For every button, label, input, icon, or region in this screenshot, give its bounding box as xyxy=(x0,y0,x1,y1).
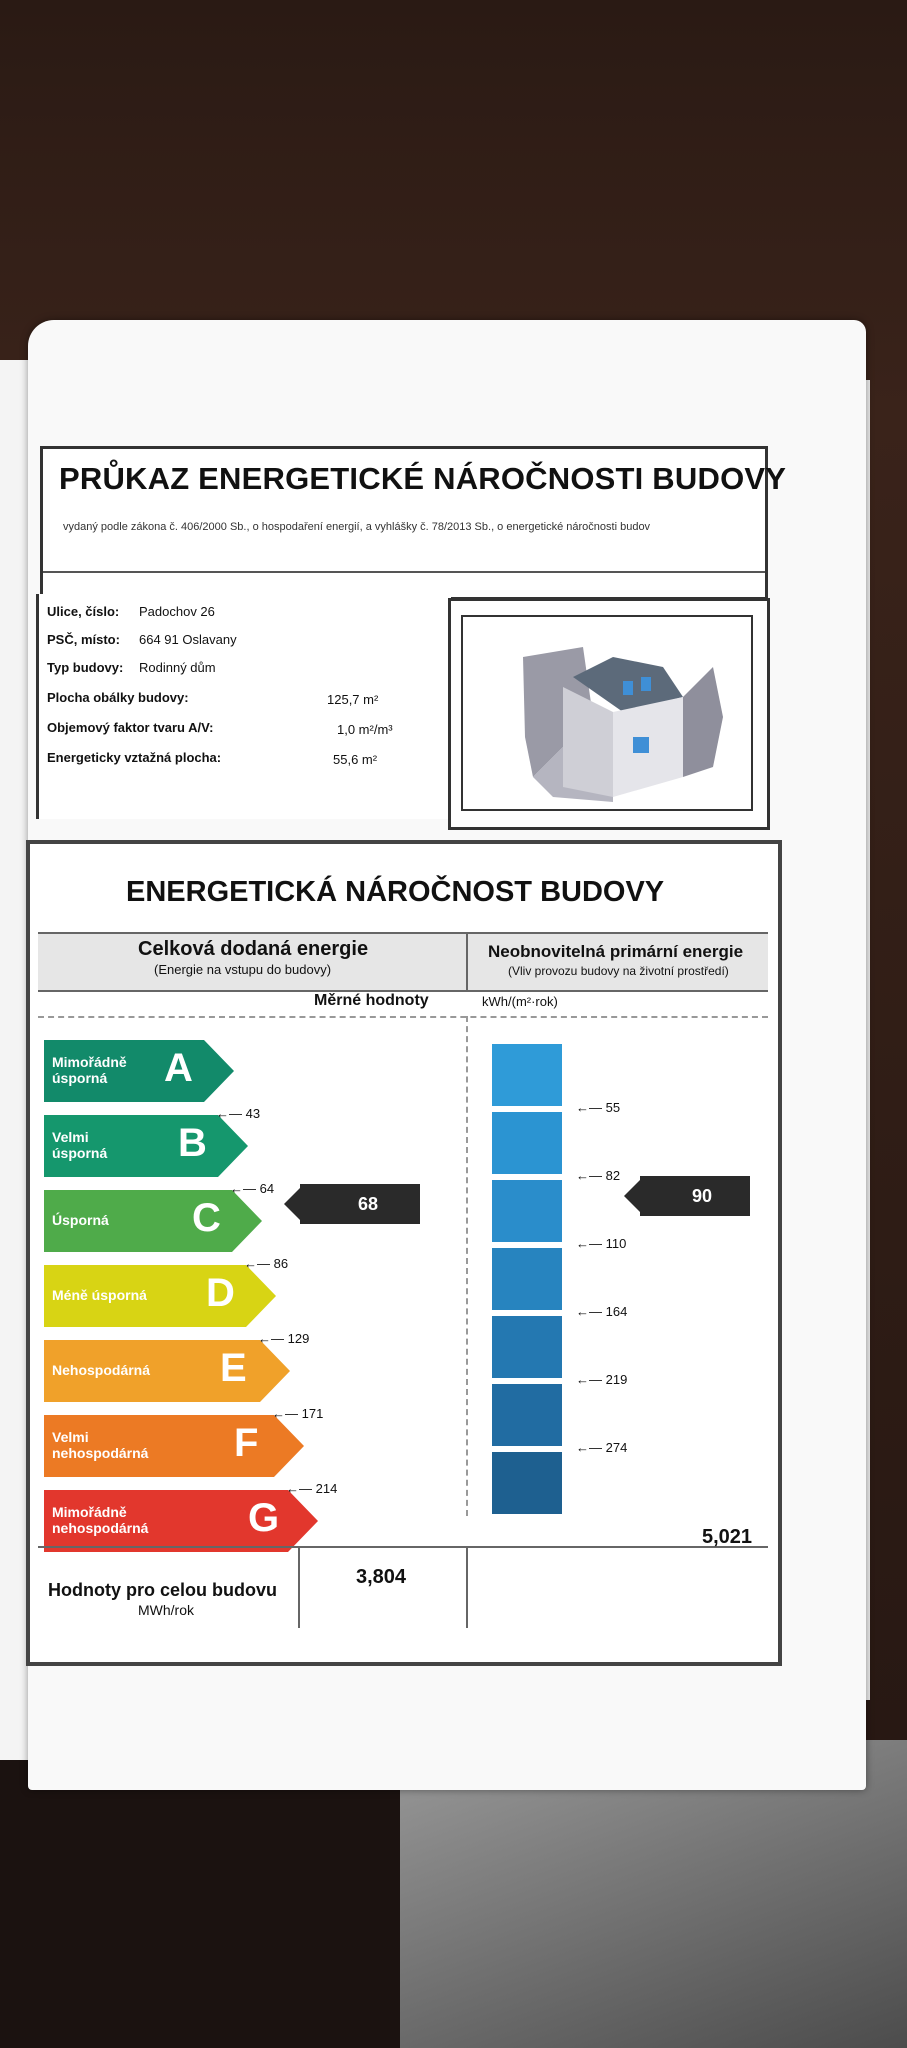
band-label: Mimořádně nehospodárná xyxy=(52,1504,149,1536)
divider xyxy=(466,934,468,990)
primary-energy-subtitle: (Vliv provozu budovy na životní prostředí) xyxy=(508,964,729,978)
primary-value: 90 xyxy=(692,1186,713,1206)
info-row-type xyxy=(47,660,216,675)
house-icon xyxy=(463,617,751,809)
band-letter: A xyxy=(164,1046,193,1090)
total-primary-energy: 5,021 xyxy=(702,1526,753,1548)
certificate-title: PRŮKAZ ENERGETICKÉ NÁROČNOSTI BUDOVY xyxy=(59,461,787,496)
primary-scale-bar xyxy=(492,1112,562,1174)
delivered-threshold: ←— 129 xyxy=(258,1331,310,1346)
primary-threshold: ←— 55 xyxy=(576,1100,621,1115)
certificate-header xyxy=(40,446,787,600)
total-delivered-energy: 3,804 xyxy=(356,1566,407,1588)
street-value: Padochov 26 xyxy=(139,604,215,619)
delivered-value-indicator xyxy=(300,1184,420,1224)
primary-threshold: ←— 219 xyxy=(576,1372,628,1387)
building-info xyxy=(36,594,451,819)
delivered-threshold: ←— 214 xyxy=(286,1481,338,1496)
delivered-threshold: ←— 171 xyxy=(272,1406,324,1421)
table-surface xyxy=(0,1760,420,2048)
primary-threshold: ←— 274 xyxy=(576,1440,628,1455)
info-row-street xyxy=(47,604,215,619)
energy-class-band-g xyxy=(44,1490,318,1552)
type-value: Rodinný dům xyxy=(139,660,216,675)
primary-threshold: ←— 164 xyxy=(576,1304,628,1319)
arrow-icon xyxy=(284,1184,414,1224)
primary-scale-bar xyxy=(492,1180,562,1242)
energy-class-band-e xyxy=(44,1340,290,1402)
divider xyxy=(298,1548,300,1628)
delivered-threshold: ←— 86 xyxy=(244,1256,289,1271)
totals-unit: MWh/rok xyxy=(138,1602,194,1618)
delivered-value: 68 xyxy=(358,1194,379,1214)
primary-threshold: ←— 82 xyxy=(576,1168,621,1183)
area-label: Energeticky vztažná plocha: xyxy=(47,750,222,765)
primary-scale-bar xyxy=(492,1384,562,1446)
arrow-icon xyxy=(624,1176,750,1216)
primary-scale-bar xyxy=(492,1044,562,1106)
delivered-energy-title: Celková dodaná energie xyxy=(138,938,369,960)
band-letter: B xyxy=(178,1121,207,1165)
building-image-frame xyxy=(448,598,770,830)
column-headers xyxy=(38,932,768,992)
band-label: Úsporná xyxy=(52,1212,109,1228)
envelope-value: 125,7 m² xyxy=(327,692,379,707)
band-letter: E xyxy=(220,1346,247,1390)
psc-value: 664 91 Oslavany xyxy=(139,632,237,647)
primary-scale-bar xyxy=(492,1316,562,1378)
area-value: 55,6 m² xyxy=(333,752,378,767)
energy-class-band-c xyxy=(44,1190,262,1252)
band-label: Mimořádně úsporná xyxy=(52,1054,127,1086)
section-title: ENERGETICKÁ NÁROČNOST BUDOVY xyxy=(126,876,665,908)
energy-class-band-b xyxy=(44,1115,248,1177)
envelope-label: Plocha obálky budovy: xyxy=(47,690,189,705)
primary-value-indicator xyxy=(640,1176,750,1216)
info-row-psc xyxy=(47,632,237,647)
primary-scale-bar xyxy=(492,1452,562,1514)
specific-values-label: Měrné hodnoty xyxy=(314,992,429,1009)
band-label: Nehospodárná xyxy=(52,1362,151,1378)
band-label: Méně úsporná xyxy=(52,1287,147,1303)
delivered-threshold: ←— 43 xyxy=(216,1106,261,1121)
info-row-area xyxy=(47,750,378,767)
primary-threshold: ←— 110 xyxy=(576,1236,627,1251)
primary-energy-title: Neobnovitelná primární energie xyxy=(488,942,744,961)
energy-class-band-f xyxy=(44,1415,304,1477)
shape-value: 1,0 m²/m³ xyxy=(337,722,393,737)
info-row-shape xyxy=(47,720,393,737)
info-row-envelope xyxy=(47,690,379,707)
totals-row xyxy=(38,1526,768,1628)
band-label: Velmi úsporná xyxy=(52,1129,108,1161)
divider xyxy=(466,1016,468,1516)
totals-label: Hodnoty pro celou budovu xyxy=(48,1580,277,1600)
energy-class-band-d xyxy=(44,1265,276,1327)
psc-label: PSČ, místo: xyxy=(47,632,120,647)
shape-label: Objemový faktor tvaru A/V: xyxy=(47,720,214,735)
divider xyxy=(466,1548,468,1628)
band-letter: G xyxy=(248,1496,280,1540)
primary-scale-bar xyxy=(492,1248,562,1310)
delivered-threshold: ←— 64 xyxy=(230,1181,275,1196)
divider xyxy=(38,1016,768,1018)
energy-class-band-a xyxy=(44,1040,234,1102)
divider xyxy=(43,571,765,573)
street-label: Ulice, číslo: xyxy=(47,604,120,619)
band-label: Velmi nehospodárná xyxy=(52,1429,149,1461)
band-letter: C xyxy=(192,1196,221,1240)
band-letter: F xyxy=(234,1421,259,1465)
band-letter: D xyxy=(206,1271,235,1315)
energy-section xyxy=(26,840,782,1666)
building-image xyxy=(461,615,753,811)
specific-values-unit: kWh/(m²·rok) xyxy=(482,994,558,1009)
certificate-subtitle: vydaný podle zákona č. 406/2000 Sb., o hospodaření energií, a vyhlášky č. 78/2013 Sb., o energetické náročnosti budov xyxy=(63,521,651,533)
delivered-energy-subtitle: (Energie na vstupu do budovy) xyxy=(154,962,332,977)
type-label: Typ budovy: xyxy=(47,660,124,675)
